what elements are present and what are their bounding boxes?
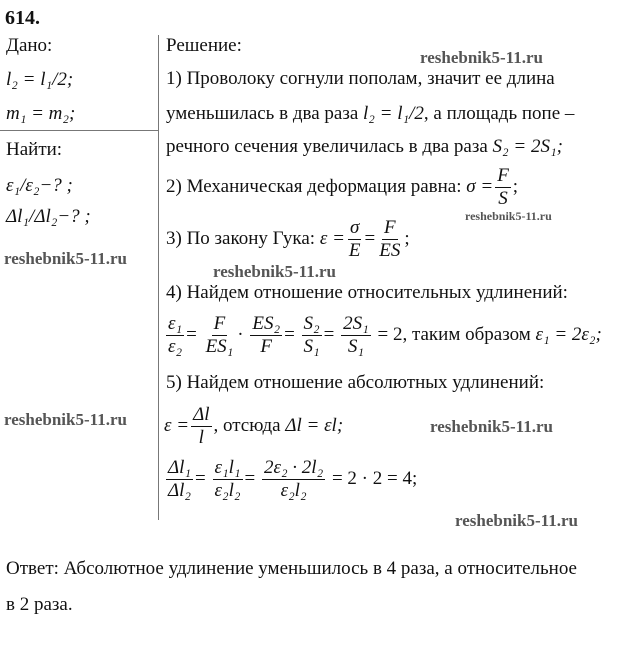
watermark: reshebnik5-11.ru bbox=[455, 511, 578, 530]
fraction bbox=[204, 314, 236, 357]
formula: l₂ = l₁/2 bbox=[363, 103, 424, 124]
numerator: ε₁ bbox=[168, 313, 183, 334]
step5-heading: 5) Найдем отношение абсолютных удлинений: bbox=[166, 372, 545, 393]
step5-formula bbox=[164, 405, 343, 448]
text: 2) Механическая деформация равна: bbox=[166, 175, 467, 197]
denominator: S bbox=[498, 187, 508, 209]
text: = bbox=[284, 323, 295, 345]
final-formula bbox=[164, 458, 417, 501]
watermark: reshebnik5-11.ru bbox=[465, 209, 552, 223]
denominator: S₁ bbox=[347, 335, 364, 357]
vertical-divider bbox=[158, 35, 159, 520]
fraction bbox=[250, 314, 282, 357]
denominator: ε₂ bbox=[168, 335, 183, 357]
text: речного сечения увеличилась в два раза bbox=[166, 136, 493, 157]
find-label: Найти: bbox=[6, 139, 63, 160]
watermark: reshebnik5-11.ru bbox=[430, 417, 553, 436]
text: · bbox=[237, 323, 244, 345]
denominator: ES bbox=[379, 239, 401, 261]
fraction bbox=[377, 218, 402, 261]
text: 3) По закону Гука: bbox=[166, 227, 320, 249]
step3 bbox=[166, 218, 410, 261]
text: = 2 · 2 = 4; bbox=[331, 467, 418, 489]
find-item: ε₁/ε₂−? ; bbox=[6, 175, 73, 196]
formula: ε = bbox=[319, 227, 345, 249]
numerator: ES₂ bbox=[252, 313, 281, 334]
text: = bbox=[364, 227, 376, 249]
fraction bbox=[495, 166, 511, 209]
step1-line3 bbox=[166, 137, 563, 156]
denominator: ε₂l₂ bbox=[214, 479, 241, 501]
denominator: ε₂l₂ bbox=[280, 479, 307, 501]
formula: S₂ = 2S₁; bbox=[492, 136, 563, 157]
numerator: Δl bbox=[193, 404, 210, 425]
text: , а площадь попе – bbox=[423, 103, 575, 124]
numerator: σ bbox=[350, 217, 360, 238]
numerator: 2S₁ bbox=[343, 313, 369, 334]
fraction bbox=[341, 314, 371, 357]
given-item: m₁ = m₂; bbox=[6, 103, 76, 124]
fraction bbox=[166, 314, 184, 357]
watermark: reshebnik5-11.ru bbox=[213, 262, 336, 281]
fraction bbox=[302, 314, 322, 357]
fraction bbox=[262, 458, 325, 501]
text: = bbox=[244, 467, 256, 489]
step4-formula bbox=[164, 314, 602, 357]
text: = bbox=[323, 323, 335, 345]
text: = 2, таким образом bbox=[377, 323, 536, 345]
formula: ε₁ = 2ε₂; bbox=[535, 323, 602, 345]
numerator: Δl₁ bbox=[168, 457, 192, 478]
step2 bbox=[166, 166, 518, 209]
fraction bbox=[166, 458, 193, 501]
formula: Δl = εl; bbox=[285, 414, 344, 436]
denominator: ES₁ bbox=[205, 335, 234, 357]
step1-line2 bbox=[166, 104, 574, 123]
given-label: Дано: bbox=[6, 35, 53, 56]
formula: ε = bbox=[164, 414, 190, 436]
solution-label: Решение: bbox=[166, 35, 242, 56]
text: = bbox=[186, 323, 197, 345]
numerator: ε₁l₁ bbox=[214, 457, 241, 478]
numerator: 2ε₂ · 2l₂ bbox=[263, 457, 324, 478]
text: = bbox=[195, 467, 206, 489]
numerator: F bbox=[213, 313, 226, 334]
text: , отсюда bbox=[213, 414, 286, 436]
fraction bbox=[191, 405, 211, 448]
step4-heading: 4) Найдем отношение относительных удлинений: bbox=[166, 282, 568, 303]
text: ; bbox=[404, 227, 410, 249]
given-item: l₂ = l₁/2; bbox=[6, 69, 74, 90]
problem-number: 614. bbox=[5, 7, 40, 29]
numerator: S₂ bbox=[303, 313, 320, 334]
text: уменьшилась в два раза bbox=[166, 103, 364, 124]
denominator: l bbox=[198, 426, 204, 448]
answer-line1: Ответ: Абсолютное удлинение уменьшилось в 4 раза, а относительное bbox=[6, 558, 577, 579]
watermark: reshebnik5-11.ru bbox=[4, 410, 127, 429]
text: ; bbox=[512, 175, 519, 197]
fraction bbox=[347, 218, 363, 261]
answer-line2: в 2 раза. bbox=[6, 594, 73, 615]
numerator: F bbox=[383, 217, 396, 238]
horizontal-divider bbox=[0, 130, 158, 131]
denominator: F bbox=[260, 335, 273, 357]
numerator: F bbox=[497, 165, 509, 186]
watermark: reshebnik5-11.ru bbox=[420, 48, 543, 67]
denominator: E bbox=[348, 239, 361, 261]
fraction bbox=[213, 458, 243, 501]
watermark: reshebnik5-11.ru bbox=[4, 249, 127, 268]
formula: σ = bbox=[466, 175, 494, 197]
denominator: S₁ bbox=[303, 335, 320, 357]
step1-line1: 1) Проволоку согнули пополам, значит ее длина bbox=[166, 68, 555, 89]
denominator: Δl₂ bbox=[168, 479, 192, 501]
find-item: Δl₁/Δl₂−? ; bbox=[6, 206, 91, 227]
